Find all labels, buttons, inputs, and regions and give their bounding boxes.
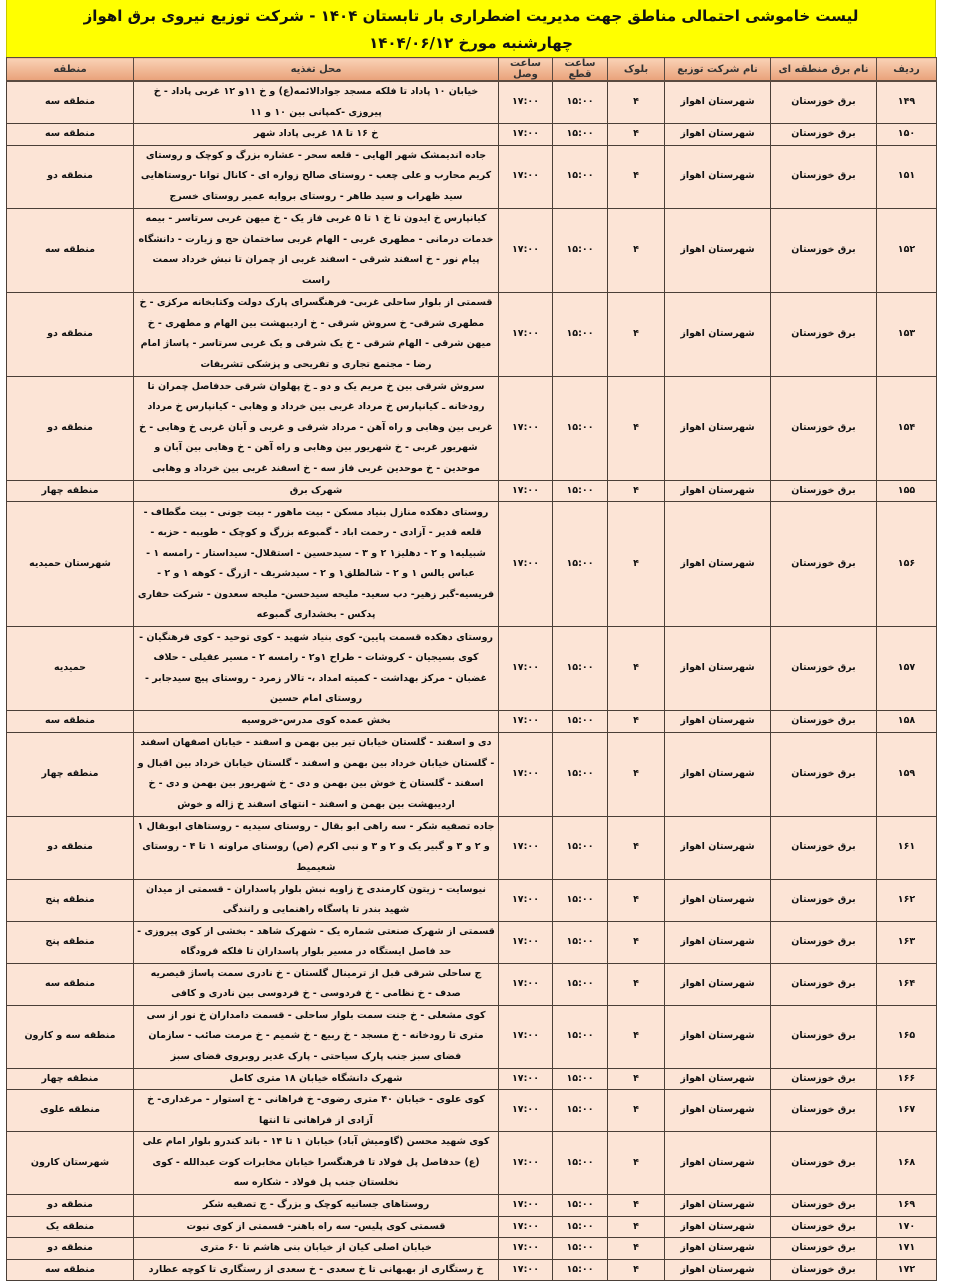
- location-cell: کوی مشعلی - خ جنت سمت بلوار ساحلی - قسمت دامداران خ نور از سی متری تا رودخانه - خ مسجد - خ ربیع - خ شمیم - خ مرمت صائب - سازمان فضای سبز جنب پارک سیاحتی - پارک غدیر روبروی فضای سبز: [134, 1005, 499, 1068]
- cut-time-cell: ۱۵:۰۰: [553, 81, 608, 124]
- location-cell: قسمتی کوی پلیس- سه راه باهنر- قسمتی از کوی نبوت: [134, 1216, 499, 1238]
- row-number-cell: ۱۶۵: [877, 1005, 937, 1068]
- connect-time-cell: ۱۷:۰۰: [499, 480, 553, 502]
- company-cell: شهرستان اهواز: [665, 124, 771, 146]
- connect-time-cell: ۱۷:۰۰: [499, 627, 553, 711]
- cut-time-cell: ۱۵:۰۰: [553, 145, 608, 208]
- cut-time-cell: ۱۵:۰۰: [553, 816, 608, 879]
- cut-time-cell: ۱۵:۰۰: [553, 1068, 608, 1090]
- block-cell: ۴: [608, 292, 665, 376]
- connect-time-cell: ۱۷:۰۰: [499, 1259, 553, 1281]
- row-number-cell: ۱۵۸: [877, 711, 937, 733]
- location-cell: روستای دهکده قسمت پایین- کوی بنیاد شهید - کوی توحید - کوی فرهنگیان - کوی بسیجیان - کروشات - طراح ۱و۲ - رامسه ۲ - مسیر عقیلی - حلاف غضبان - مرکز بهداشت - کمیته امداد ،- تالار زمرد - روستای پیچ سیدجابر - روستای امام حسین: [134, 627, 499, 711]
- region-cell: منطقه سه: [7, 1259, 134, 1281]
- cut-time-cell: ۱۵:۰۰: [553, 963, 608, 1005]
- location-cell: روستاهای جسانیه کوچک و بزرگ - ج تصفیه شکر: [134, 1195, 499, 1217]
- company-cell: شهرستان اهواز: [665, 81, 771, 124]
- block-cell: ۴: [608, 208, 665, 292]
- connect-time-cell: ۱۷:۰۰: [499, 124, 553, 146]
- connect-time-cell: ۱۷:۰۰: [499, 376, 553, 480]
- block-cell: ۴: [608, 502, 665, 627]
- table-row: [7, 1090, 937, 1132]
- region-cell: منطقه پنج: [7, 879, 134, 921]
- row-number-cell: ۱۵۰: [877, 124, 937, 146]
- table-row: [7, 208, 937, 292]
- location-cell: ج ساحلی شرقی قبل از ترمینال گلستان - خ نادری سمت پاساژ قیصریه صدف - خ نظامی - خ فردوسی - خ فردوسی بین نادری و کافی: [134, 963, 499, 1005]
- table-row: [7, 1238, 937, 1260]
- table-row: [7, 1216, 937, 1238]
- cut-time-cell: ۱۵:۰۰: [553, 879, 608, 921]
- connect-time-cell: ۱۷:۰۰: [499, 208, 553, 292]
- table-row: [7, 1259, 937, 1281]
- regional-name-cell: برق خوزستان: [771, 1238, 877, 1260]
- table-row: [7, 816, 937, 879]
- region-cell: منطقه دو: [7, 816, 134, 879]
- block-cell: ۴: [608, 963, 665, 1005]
- regional-name-cell: برق خوزستان: [771, 292, 877, 376]
- table-row: [7, 879, 937, 921]
- cut-time-cell: ۱۵:۰۰: [553, 292, 608, 376]
- header-region[interactable]: منطقه: [7, 58, 134, 82]
- company-cell: شهرستان اهواز: [665, 921, 771, 963]
- regional-name-cell: برق خوزستان: [771, 963, 877, 1005]
- location-cell: خیابان اصلی کیان از خیابان بنی هاشم تا ۶۰ متری: [134, 1238, 499, 1260]
- regional-name-cell: برق خوزستان: [771, 145, 877, 208]
- connect-time-cell: ۱۷:۰۰: [499, 1005, 553, 1068]
- row-number-cell: ۱۷۱: [877, 1238, 937, 1260]
- row-number-cell: ۱۵۹: [877, 732, 937, 816]
- block-cell: ۴: [608, 1068, 665, 1090]
- region-cell: منطقه دو: [7, 1195, 134, 1217]
- company-cell: شهرستان اهواز: [665, 145, 771, 208]
- cut-time-cell: ۱۵:۰۰: [553, 1195, 608, 1217]
- company-cell: شهرستان اهواز: [665, 502, 771, 627]
- block-cell: ۴: [608, 1090, 665, 1132]
- title-banner: [6, 0, 936, 57]
- region-cell: شهرستان کارون: [7, 1132, 134, 1195]
- connect-time-cell: ۱۷:۰۰: [499, 1090, 553, 1132]
- row-number-cell: ۱۶۴: [877, 963, 937, 1005]
- location-cell: قسمتی از شهرک صنعتی شماره یک - شهرک شاهد - بخشی از کوی پیروزی - حد فاصل ایستگاه در مسیر بلوار پاسداران تا فلکه فرودگاه: [134, 921, 499, 963]
- connect-time-cell: ۱۷:۰۰: [499, 1132, 553, 1195]
- location-cell: شهرک دانشگاه خیابان ۱۸ متری کامل: [134, 1068, 499, 1090]
- region-cell: منطقه یک: [7, 1216, 134, 1238]
- company-cell: شهرستان اهواز: [665, 480, 771, 502]
- connect-time-cell: ۱۷:۰۰: [499, 1195, 553, 1217]
- block-cell: ۴: [608, 816, 665, 879]
- table-row: [7, 480, 937, 502]
- connect-time-cell: ۱۷:۰۰: [499, 921, 553, 963]
- row-number-cell: ۱۶۹: [877, 1195, 937, 1217]
- cut-time-cell: ۱۵:۰۰: [553, 376, 608, 480]
- regional-name-cell: برق خوزستان: [771, 1195, 877, 1217]
- location-cell: دی و اسفند - گلستان خیابان تیر بین بهمن و اسفند - خیابان اصفهان اسفند - گلستان خیابان خرداد بین بهمن و اسفند - گلستان خیابان خرداد بین اقبال و اسفند - گلستان خ خوش بین بهمن و دی - خ شهریور بین بهمن و دی - خ اردیبهشت بین بهمن و اسفند - انتهای اسفند خ ژاله و خوش: [134, 732, 499, 816]
- company-cell: شهرستان اهواز: [665, 879, 771, 921]
- table-row: [7, 81, 937, 124]
- region-cell: منطقه دو: [7, 145, 134, 208]
- location-cell: قسمتی از بلوار ساحلی غربی- فرهنگسرای پارک دولت وکتابخانه مرکزی - خ مطهری شرقی- خ سروش شرقی - خ اردیبهشت بین الهام و مطهری - خ میهن شرقی - الهام شرقی - خ یک شرقی و یک غربی سرتاسر - پاساژ امام رضا - مجتمع تجاری و تفریحی و پزشکی تشریفات: [134, 292, 499, 376]
- block-cell: ۴: [608, 627, 665, 711]
- connect-time-cell: ۱۷:۰۰: [499, 879, 553, 921]
- connect-time-cell: ۱۷:۰۰: [499, 1238, 553, 1260]
- connect-time-cell: ۱۷:۰۰: [499, 502, 553, 627]
- row-number-cell: ۱۶۶: [877, 1068, 937, 1090]
- row-number-cell: ۱۵۶: [877, 502, 937, 627]
- region-cell: منطقه دو: [7, 1238, 134, 1260]
- block-cell: ۴: [608, 1132, 665, 1195]
- regional-name-cell: برق خوزستان: [771, 1259, 877, 1281]
- regional-name-cell: برق خوزستان: [771, 1005, 877, 1068]
- location-cell: خ رستگاری از بهبهانی تا خ سعدی - خ سعدی از رستگاری تا کوچه عطارد: [134, 1259, 499, 1281]
- company-cell: شهرستان اهواز: [665, 1090, 771, 1132]
- location-cell: کیانپارس خ ایدون تا خ ۱ تا ۵ غربی فاز یک - خ میهن غربی سرتاسر - بیمه خدمات درمانی - مطهری غربی - الهام غربی ساختمان حج و زیارت - دانشگاه پیام نور - خ اسفند شرقی - اسفند غربی از چمران تا نبش خرداد سمت راست: [134, 208, 499, 292]
- table-row: [7, 1195, 937, 1217]
- location-cell: شهرک برق: [134, 480, 499, 502]
- table-body: [7, 81, 937, 1281]
- header-location[interactable]: محل تغذیه: [134, 58, 499, 82]
- company-cell: شهرستان اهواز: [665, 1259, 771, 1281]
- row-number-cell: ۱۴۹: [877, 81, 937, 124]
- regional-name-cell: برق خوزستان: [771, 921, 877, 963]
- header-connect-time[interactable]: ساعت وصل: [499, 58, 553, 82]
- cut-time-cell: ۱۵:۰۰: [553, 480, 608, 502]
- region-cell: منطقه علوی: [7, 1090, 134, 1132]
- table-row: [7, 502, 937, 627]
- row-number-cell: ۱۵۴: [877, 376, 937, 480]
- regional-name-cell: برق خوزستان: [771, 1216, 877, 1238]
- block-cell: ۴: [608, 145, 665, 208]
- connect-time-cell: ۱۷:۰۰: [499, 1216, 553, 1238]
- cut-time-cell: ۱۵:۰۰: [553, 1132, 608, 1195]
- block-cell: ۴: [608, 1216, 665, 1238]
- regional-name-cell: برق خوزستان: [771, 81, 877, 124]
- regional-name-cell: برق خوزستان: [771, 711, 877, 733]
- connect-time-cell: ۱۷:۰۰: [499, 732, 553, 816]
- row-number-cell: ۱۷۲: [877, 1259, 937, 1281]
- company-cell: شهرستان اهواز: [665, 1132, 771, 1195]
- location-cell: جاده تصفیه شکر - سه راهی ابو بقال - روستای سیدیه - روستاهای ابوبقال ۱ و ۲ و ۳ و گبیر یک و ۲ و ۳ و نبی اکرم (ص) روستای مراونه ۱ تا ۴ - روستای شعیمیط: [134, 816, 499, 879]
- header-regional-name[interactable]: نام برق منطقه ای: [771, 58, 877, 82]
- region-cell: منطقه سه: [7, 711, 134, 733]
- row-number-cell: ۱۵۵: [877, 480, 937, 502]
- cut-time-cell: ۱۵:۰۰: [553, 921, 608, 963]
- header-block[interactable]: بلوک: [608, 58, 665, 82]
- header-cut-time[interactable]: ساعت قطع: [553, 58, 608, 82]
- row-number-cell: ۱۶۷: [877, 1090, 937, 1132]
- company-cell: شهرستان اهواز: [665, 711, 771, 733]
- block-cell: ۴: [608, 732, 665, 816]
- company-cell: شهرستان اهواز: [665, 376, 771, 480]
- table-row: [7, 921, 937, 963]
- region-cell: منطقه دو: [7, 292, 134, 376]
- location-cell: کوی شهید محسن (گاومیش آباد) خیابان ۱ تا ۱۴ - باند کندرو بلوار امام علی (ع) حدفاصل پل فولاد تا فرهنگسرا خیابان مخابرات کوت عبدالله - کوی نخلستان جنب پل فولاد - شکاره سه: [134, 1132, 499, 1195]
- connect-time-cell: ۱۷:۰۰: [499, 81, 553, 124]
- regional-name-cell: برق خوزستان: [771, 480, 877, 502]
- regional-name-cell: برق خوزستان: [771, 1068, 877, 1090]
- table-row: [7, 963, 937, 1005]
- company-cell: شهرستان اهواز: [665, 732, 771, 816]
- cut-time-cell: ۱۵:۰۰: [553, 1238, 608, 1260]
- location-cell: بخش عمده کوی مدرس-خروسیه: [134, 711, 499, 733]
- row-number-cell: ۱۶۸: [877, 1132, 937, 1195]
- table-row: [7, 124, 937, 146]
- company-cell: شهرستان اهواز: [665, 1068, 771, 1090]
- location-cell: نیوسایت - زیتون کارمندی خ زاویه نبش بلوار پاسداران - قسمتی از میدان شهید بندر تا پاسگاه راهنمایی و رانندگی: [134, 879, 499, 921]
- connect-time-cell: ۱۷:۰۰: [499, 1068, 553, 1090]
- block-cell: ۴: [608, 1195, 665, 1217]
- cut-time-cell: ۱۵:۰۰: [553, 124, 608, 146]
- company-cell: شهرستان اهواز: [665, 1005, 771, 1068]
- row-number-cell: ۱۵۱: [877, 145, 937, 208]
- cut-time-cell: ۱۵:۰۰: [553, 1005, 608, 1068]
- cut-time-cell: ۱۵:۰۰: [553, 1216, 608, 1238]
- location-cell: روستای دهکده منازل بنیاد مسکن - بیت ماهور - بیت جونی - بیت مگطاف - قلعه قدیر - آزادی - رحمت اباد - گمبوعه بزرگ و کوچک - طویبه - حزبه - شبیلیه۱ و ۲ - دهلیز۱ ۲ و ۳ - سیدحسین - استقلال- سیداستار - رامسه ۱ - عباس یالس ۱ و ۲ - شالطلق۱ و ۲ - سیدشریف - ازرگ - کوهه ۱ و ۲ - فریسیه-گبر زهیر- دب سعید- ملیحه سیدحسن- ملیحه سعدون - شرکت حفاری پدکس - بخشداری گمبوعه: [134, 502, 499, 627]
- regional-name-cell: برق خوزستان: [771, 1132, 877, 1195]
- table-row: [7, 1132, 937, 1195]
- header-row-number[interactable]: ردیف: [877, 58, 937, 82]
- cut-time-cell: ۱۵:۰۰: [553, 732, 608, 816]
- location-cell: کوی علوی - خیابان ۴۰ متری رضوی- خ فراهانی - خ استوار - مرغداری- خ آزادی از فراهانی تا انتها: [134, 1090, 499, 1132]
- region-cell: منطقه سه و کارون: [7, 1005, 134, 1068]
- block-cell: ۴: [608, 480, 665, 502]
- company-cell: شهرستان اهواز: [665, 963, 771, 1005]
- block-cell: ۴: [608, 921, 665, 963]
- cut-time-cell: ۱۵:۰۰: [553, 1090, 608, 1132]
- region-cell: منطقه چهار: [7, 480, 134, 502]
- table-row: [7, 711, 937, 733]
- outage-schedule-sheet: [6, 0, 936, 1281]
- cut-time-cell: ۱۵:۰۰: [553, 627, 608, 711]
- cut-time-cell: ۱۵:۰۰: [553, 1259, 608, 1281]
- table-row: [7, 292, 937, 376]
- outage-table: [6, 57, 937, 1281]
- company-cell: شهرستان اهواز: [665, 627, 771, 711]
- connect-time-cell: ۱۷:۰۰: [499, 145, 553, 208]
- company-cell: شهرستان اهواز: [665, 1216, 771, 1238]
- location-cell: سروش شرقی بین خ مریم یک و دو ـ خ پهلوان شرقی حدفاصل چمران تا رودخانه ـ کیانپارس خ مرداد غربی بین خرداد و وهابی - کیانپارس خ مرداد غربی بین وهابی و راه آهن - مرداد شرقی و غربی و آبان غربی خ وهابی - خ شهریور غربی - خ شهریور بین وهابی و راه آهن - خ وهابی بین آبان و موحدین - خ موحدین غربی فاز سه - خ اسفند غربی بین خرداد و وهابی: [134, 376, 499, 480]
- block-cell: ۴: [608, 124, 665, 146]
- block-cell: ۴: [608, 1005, 665, 1068]
- region-cell: منطقه دو: [7, 376, 134, 480]
- connect-time-cell: ۱۷:۰۰: [499, 963, 553, 1005]
- row-number-cell: ۱۶۱: [877, 816, 937, 879]
- row-number-cell: ۱۶۳: [877, 921, 937, 963]
- regional-name-cell: برق خوزستان: [771, 627, 877, 711]
- region-cell: منطقه چهار: [7, 732, 134, 816]
- row-number-cell: ۱۵۷: [877, 627, 937, 711]
- block-cell: ۴: [608, 879, 665, 921]
- connect-time-cell: ۱۷:۰۰: [499, 816, 553, 879]
- table-row: [7, 376, 937, 480]
- company-cell: شهرستان اهواز: [665, 1238, 771, 1260]
- row-number-cell: ۱۵۲: [877, 208, 937, 292]
- block-cell: ۴: [608, 1259, 665, 1281]
- region-cell: منطقه سه: [7, 963, 134, 1005]
- regional-name-cell: برق خوزستان: [771, 208, 877, 292]
- regional-name-cell: برق خوزستان: [771, 124, 877, 146]
- connect-time-cell: ۱۷:۰۰: [499, 292, 553, 376]
- block-cell: ۴: [608, 1238, 665, 1260]
- block-cell: ۴: [608, 81, 665, 124]
- company-cell: شهرستان اهواز: [665, 208, 771, 292]
- header-company[interactable]: نام شرکت توزیع: [665, 58, 771, 82]
- location-cell: خ ۱۶ تا ۱۸ غربی پاداد شهر: [134, 124, 499, 146]
- region-cell: منطقه سه: [7, 124, 134, 146]
- table-row: [7, 627, 937, 711]
- cut-time-cell: ۱۵:۰۰: [553, 711, 608, 733]
- region-cell: منطقه چهار: [7, 1068, 134, 1090]
- region-cell: شهرستان حمیدیه: [7, 502, 134, 627]
- regional-name-cell: برق خوزستان: [771, 502, 877, 627]
- table-header-row: [7, 58, 937, 82]
- table-row: [7, 1068, 937, 1090]
- row-number-cell: ۱۷۰: [877, 1216, 937, 1238]
- cut-time-cell: ۱۵:۰۰: [553, 208, 608, 292]
- company-cell: شهرستان اهواز: [665, 292, 771, 376]
- region-cell: منطقه پنج: [7, 921, 134, 963]
- regional-name-cell: برق خوزستان: [771, 376, 877, 480]
- location-cell: خیابان ۱۰ پاداد تا فلکه مسجد جوادالائمه(ع) و خ ۱۱و ۱۲ غربی پاداد - خ پیروزی -کمپانی بین ۱۰ و ۱۱: [134, 81, 499, 124]
- regional-name-cell: برق خوزستان: [771, 1090, 877, 1132]
- row-number-cell: ۱۶۲: [877, 879, 937, 921]
- date-subtitle: چهارشنبه مورخ ۱۴۰۴/۰۶/۱۲: [369, 34, 573, 52]
- region-cell: منطقه سه: [7, 81, 134, 124]
- regional-name-cell: برق خوزستان: [771, 879, 877, 921]
- location-cell: جاده اندیمشک شهر الهایی - قلعه سحر - عشاره بزرگ و کوچک و روستای کریم محارب و علی چعب - روستای صالح زواره ای - کانال توانا -روستاهایی سید ظهراب و سید طاهر - روستای بروایه عمیر روستای خسرج: [134, 145, 499, 208]
- table-row: [7, 732, 937, 816]
- cut-time-cell: ۱۵:۰۰: [553, 502, 608, 627]
- company-cell: شهرستان اهواز: [665, 816, 771, 879]
- block-cell: ۴: [608, 711, 665, 733]
- company-cell: شهرستان اهواز: [665, 1195, 771, 1217]
- row-number-cell: ۱۵۳: [877, 292, 937, 376]
- region-cell: منطقه سه: [7, 208, 134, 292]
- page-title: لیست خاموشی احتمالی مناطق جهت مدیریت اضطراری بار تابستان ۱۴۰۴ - شرکت توزیع نیروی برق اهواز: [83, 7, 859, 25]
- region-cell: حمیدیه: [7, 627, 134, 711]
- connect-time-cell: ۱۷:۰۰: [499, 711, 553, 733]
- regional-name-cell: برق خوزستان: [771, 732, 877, 816]
- table-row: [7, 1005, 937, 1068]
- table-row: [7, 145, 937, 208]
- block-cell: ۴: [608, 376, 665, 480]
- regional-name-cell: برق خوزستان: [771, 816, 877, 879]
